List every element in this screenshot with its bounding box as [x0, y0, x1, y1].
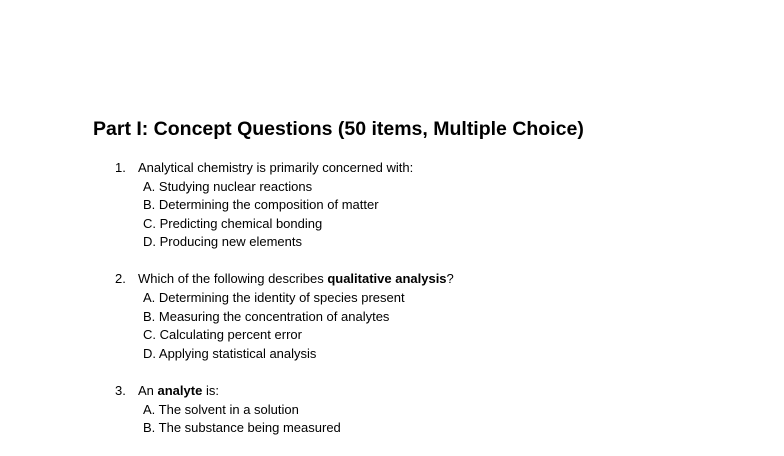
question-1 — [0, 159, 784, 252]
question-stem — [0, 382, 784, 401]
bold-term: analyte — [157, 382, 203, 398]
answer-option-d: D. Producing new elements — [143, 234, 302, 250]
question-number: 3. — [115, 382, 126, 398]
question-number: 1. — [115, 160, 126, 175]
question-list — [0, 159, 784, 456]
question-stem — [0, 159, 784, 178]
answer-option-a: A. The solvent in a solution — [143, 401, 299, 417]
question-3 — [0, 382, 784, 438]
answer-option-a: A. Determining the identity of species present — [143, 290, 405, 306]
question-stem — [0, 270, 784, 289]
bold-term: qualitative analysis — [327, 271, 447, 287]
answer-option-c: C. Calculating percent error — [143, 327, 302, 343]
question-text: Analytical chemistry is primarily concerned with: — [138, 160, 414, 175]
question-number: 2. — [115, 271, 126, 287]
answer-option-b: B. Determining the composition of matter — [143, 197, 379, 213]
answer-option-b: B. Measuring the concentration of analytes — [143, 308, 390, 324]
answer-option-d: D. Applying statistical analysis — [143, 345, 317, 361]
answer-option-a: A. Studying nuclear reactions — [143, 178, 313, 194]
question-text: An analyte is: — [138, 382, 219, 398]
question-2 — [0, 270, 784, 363]
section-heading: Part I: Concept Questions (50 items, Multiple Choice) — [93, 118, 584, 140]
question-text: Which of the following describes qualitative analysis? — [138, 271, 454, 287]
answer-option-b: B. The substance being measured — [143, 420, 341, 436]
answer-option-c: C. Predicting chemical bonding — [143, 215, 323, 231]
